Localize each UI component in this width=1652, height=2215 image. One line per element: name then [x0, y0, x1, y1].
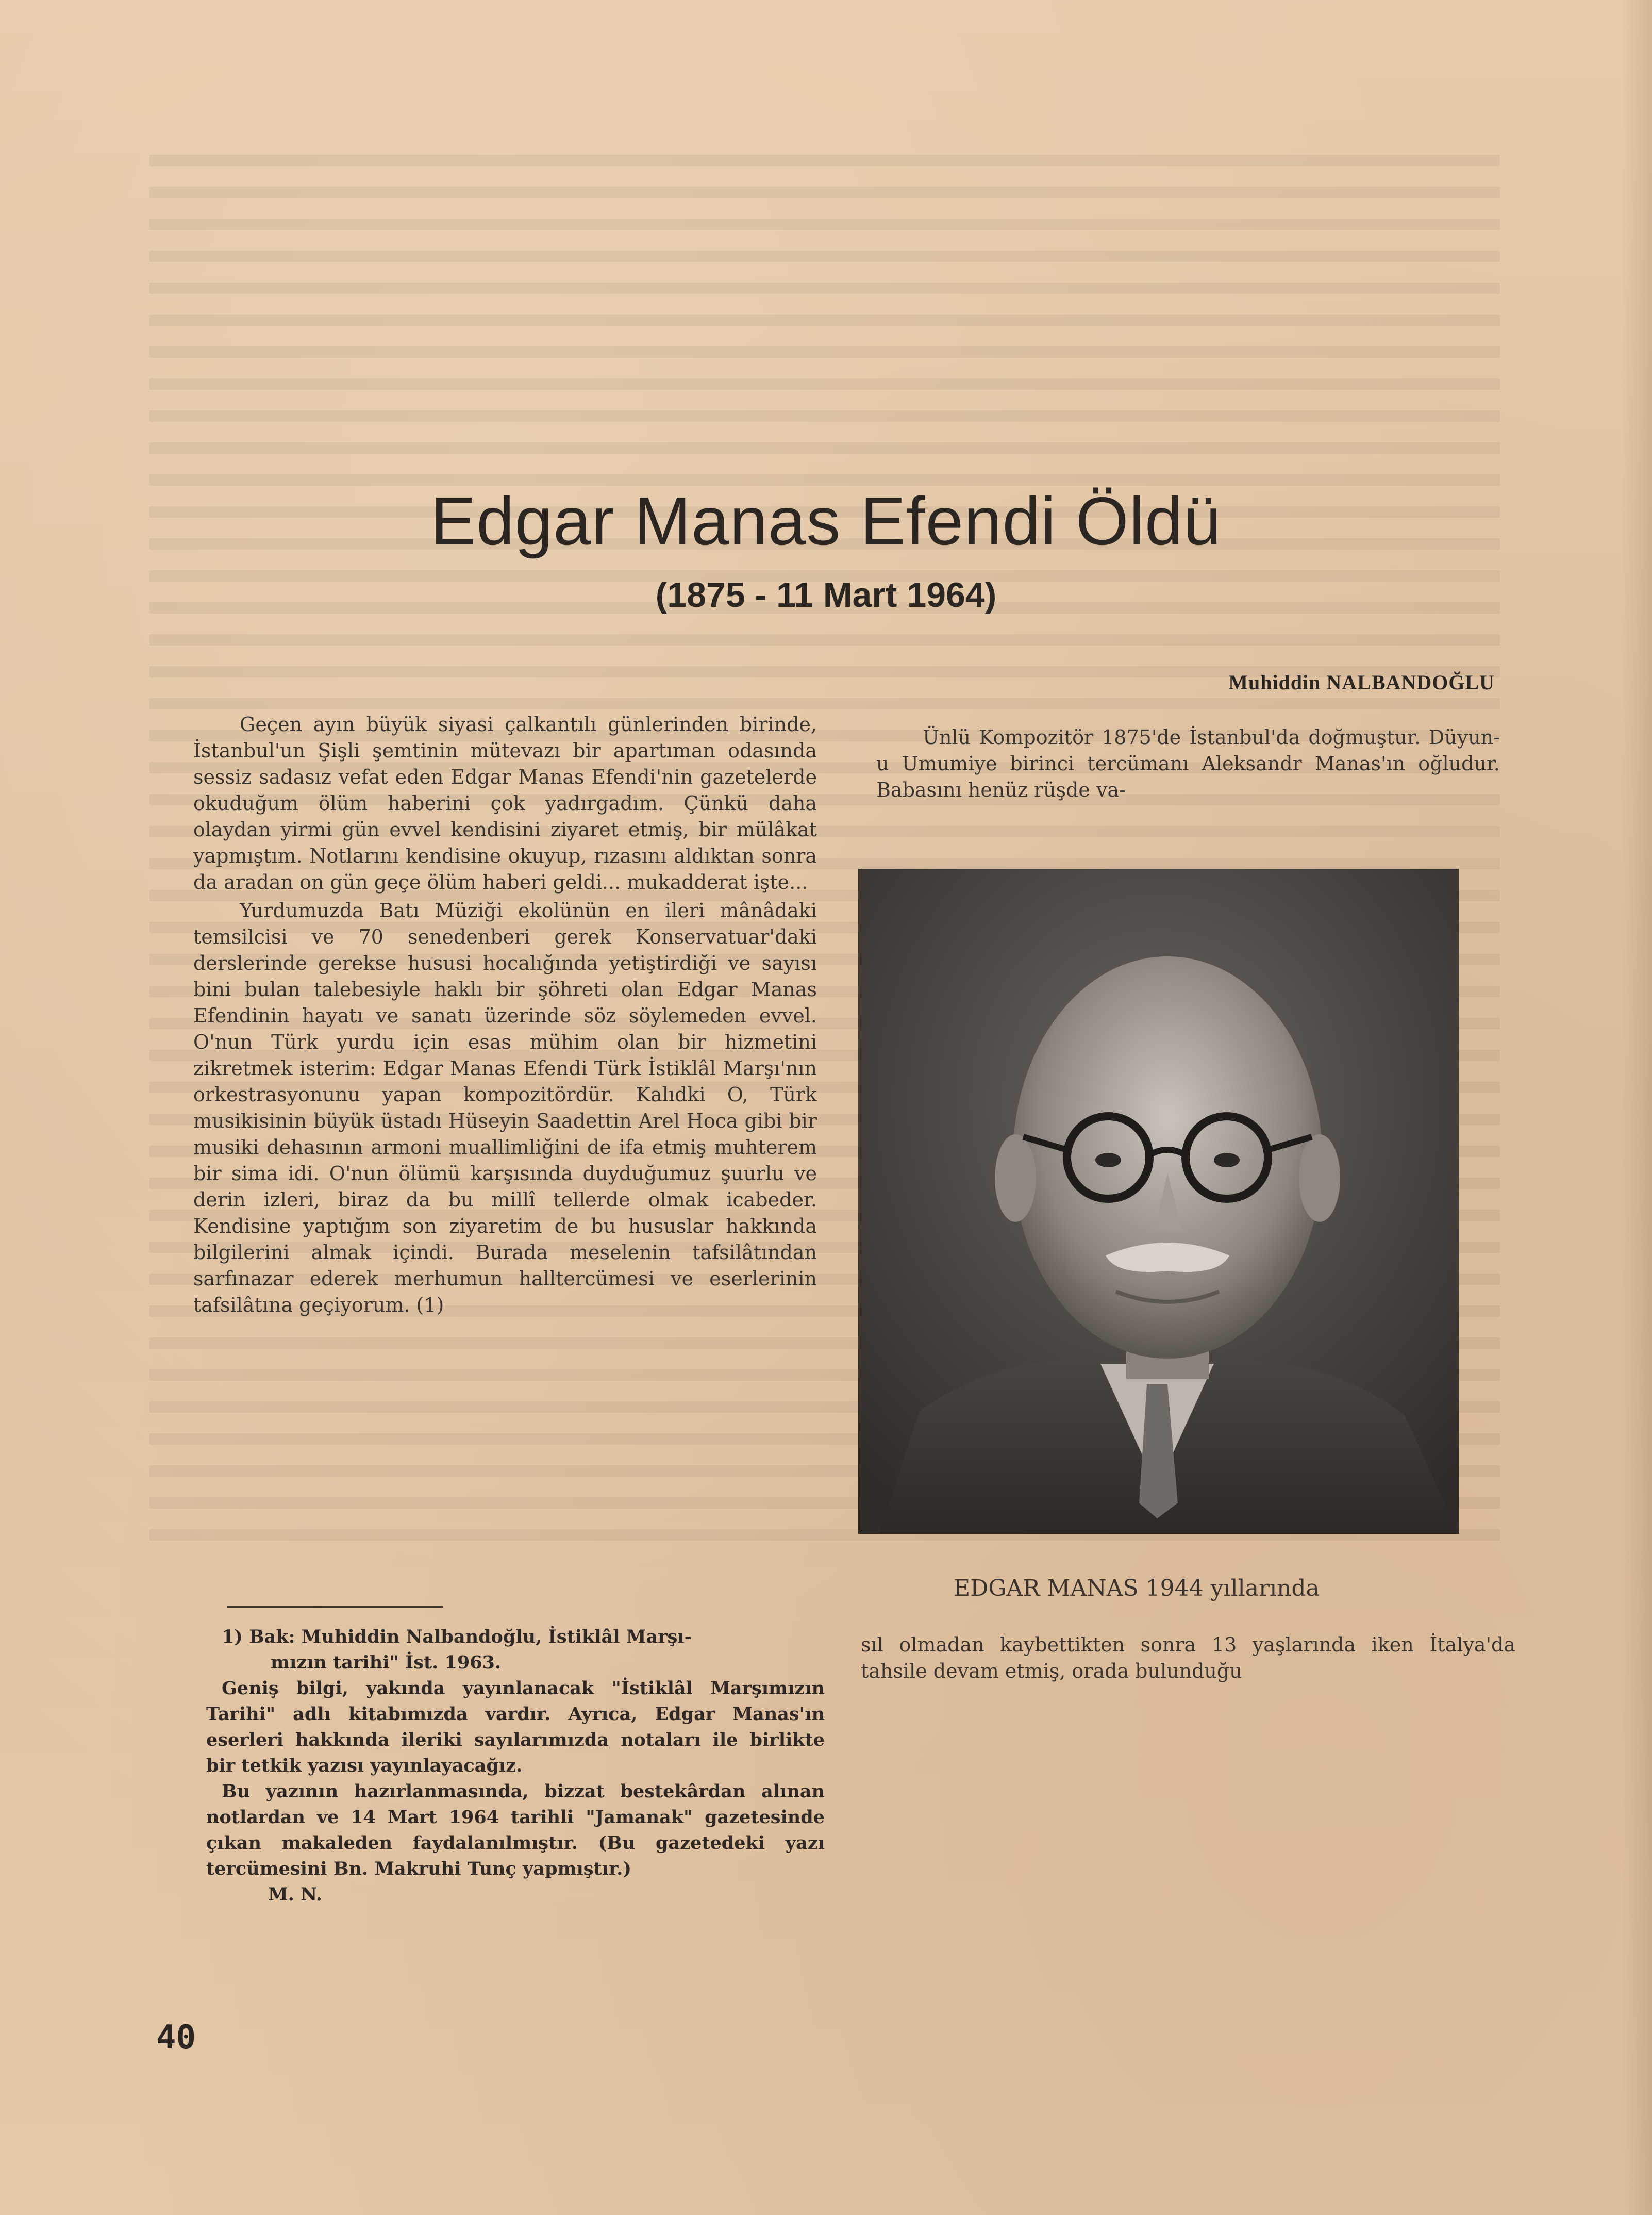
footnote — [206, 1624, 825, 1908]
page-number: 40 — [156, 2019, 196, 2057]
article-subtitle: (1875 - 11 Mart 1964) — [655, 575, 997, 615]
article-title: Edgar Manas Efendi Öldü — [430, 483, 1222, 559]
body-paragraph: Ünlü Kompozitör 1875'de İstanbul'da doğmuştur. Düyun-u Umumiye birinci tercümanı Aleksandr Manas'ın oğludur. Babasını henüz rüşde va- — [876, 726, 1500, 801]
photo-caption: EDGAR MANAS 1944 yıllarında — [954, 1575, 1320, 1601]
portrait-image — [858, 869, 1459, 1534]
footnote-reference: 1) Bak: Muhiddin Nalbandoğlu, İstiklâl Marşı- — [222, 1626, 692, 1647]
body-paragraph: Geçen ayın büyük siyasi çalkantılı günlerinden birinde, İstanbul'un Şişli şemtinin mütevazı bir apartıman odasında sessiz sadasız vefat eden Edgar Manas Efendi'nin gazetelerde okuduğum ölüm haberini çok yadırgadım. Çünkü daha olaydan yirmi gün evvel kendisini ziyaret etmiş, bir mülâkat yapmıştım. Notlarını kendisine okuyup, rızasını aldıktan sonra da aradan on gün geçe ölüm haberi geldi... mukadderat işte... — [193, 713, 817, 894]
article-author: Muhiddin NALBANDOĞLU — [1228, 671, 1495, 694]
footnote-divider — [227, 1606, 443, 1608]
body-paragraph: Yurdumuzda Batı Müziği ekolünün en ileri mânâdaki temsilcisi ve 70 senedenberi gerek Konservatuar'daki derslerinde gerekse hususi hocalığında yetiştirdiği ve sayısı bini bulan talebesiyle haklı bir şöhreti olan Edgar Manas Efendinin hayatı ve sanatı üzerinde söz söylemeden evvel. O'nun Türk yurdu için esas mühim olan bir hizmetini zikretmek isterim: Edgar Manas Efendi Türk İstiklâl Marşı'nın orkestrasyonunu yapan kompozitördür. Kalıdki O, Türk musikisinin büyük üstadı Hüseyin Saadettin Arel Hoca gibi bir musiki dehasının armoni muallimliğini de ifa etmiş muhterem bir sima idi. O'nun ölümü karşısında duyduğumuz şuurlu ve derin izleri, biraz da bu millî tellerde olmak icabeder. Kendisine yaptığım son ziyaretim de bu hususlar hakkında bilgilerini almak içindi. Burada meselenin tafsilâtından sarfınazar ederek merhumun halltercümesi ve eserlerinin tafsilâtına geçiyorum. (1) — [193, 899, 817, 1316]
footnote-signature: M. N. — [268, 1884, 323, 1905]
footnote-reference-continued: mızın tarihi" İst. 1963. — [271, 1652, 502, 1673]
right-column-bottom — [861, 1632, 1515, 1684]
right-column-top — [876, 724, 1500, 803]
portrait-photo — [858, 869, 1459, 1534]
left-column — [193, 712, 817, 1318]
footnote-paragraph: Bu yazının hazırlanmasında, bizzat bestekârdan alınan notlardan ve 14 Mart 1964 tarihli "Jamanak" gazetesinde çıkan makaleden faydalanılmıştır. (Bu gazetedeki yazı tercümesini Bn. Makruhi Tunç yapmıştır.) — [206, 1781, 825, 1879]
paper-edge — [1621, 0, 1652, 2215]
footnote-paragraph: Geniş bilgi, yakında yayınlanacak "İstiklâl Marşımızın Tarihi" adlı kitabımızda vardır. Ayrıca, Edgar Manas'ın eserleri hakkında ileriki sayılarımızda notaları ile birlikte bir tetkik yazısı yayınlayacağız. — [206, 1678, 825, 1776]
body-paragraph: sıl olmadan kaybettikten sonra 13 yaşlarında iken İtalya'da tahsile devam etmiş, orada bulunduğu — [861, 1633, 1515, 1682]
